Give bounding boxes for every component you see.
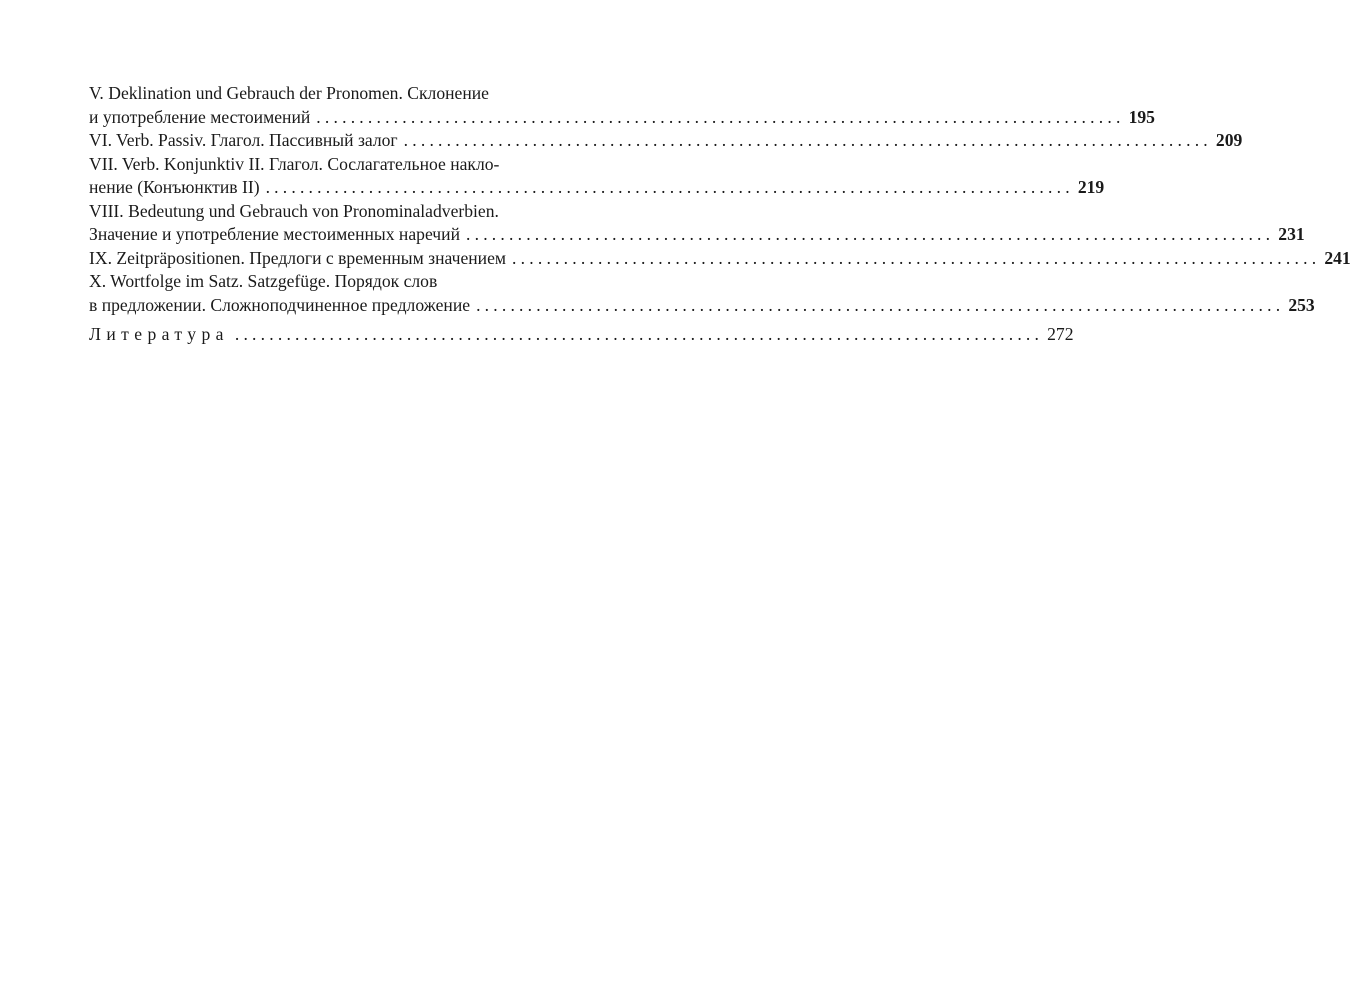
toc-entry-last-line	[89, 106, 1155, 130]
toc-entry-literature[interactable]	[89, 323, 1074, 347]
toc-entry-last-line	[89, 247, 1351, 271]
toc-entry-title: VI. Verb. Passiv. Глагол. Пассивный залог	[89, 130, 398, 150]
toc-entry-title-end: в предложении. Сложноподчиненное предложение	[89, 294, 471, 315]
toc-entry-title: IX. Zeitpräpositionen. Предлоги с временным значением	[89, 247, 507, 268]
toc-entry-title-line: V. Deklination und Gebrauch der Pronomen. Склонение	[89, 83, 489, 103]
toc-entry-vi[interactable]	[89, 129, 1243, 153]
toc-entry-v[interactable]	[89, 82, 1155, 129]
toc-entry-vii[interactable]	[89, 153, 1105, 200]
page-number: 231	[1278, 224, 1305, 244]
toc-entry-last-line	[89, 323, 1074, 347]
toc-entry-title-line: VIII. Bedeutung und Gebrauch von Pronominaladverbien.	[89, 200, 499, 221]
page-number: 272	[1047, 324, 1074, 344]
toc-entry-title-line: VII. Verb. Konjunktiv II. Глагол. Сослагательное накло-	[89, 153, 500, 174]
toc-entry-title-line: X. Wortfolge im Satz. Satzgefüge. Порядок слов	[89, 271, 438, 291]
page-number: 219	[1077, 177, 1105, 197]
toc-entry-last-line	[89, 294, 1315, 318]
toc-entry-title-end: Значение и употребление местоименных наречий	[89, 224, 460, 244]
leader-dots: ..............................................................................................	[476, 294, 1285, 315]
page-number: 209	[1215, 130, 1243, 150]
toc-entry-last-line	[89, 129, 1243, 153]
leader-dots: ..............................................................................................	[512, 247, 1321, 268]
toc-entry-ix[interactable]	[89, 247, 1351, 271]
page-number: 195	[1128, 106, 1155, 127]
toc-entry-title: Литература	[89, 324, 229, 344]
leader-dots: ..............................................................................................	[316, 106, 1125, 127]
leader-dots: ..............................................................................................	[265, 177, 1074, 197]
page-number: 241	[1324, 247, 1351, 268]
toc-entry-x[interactable]	[89, 270, 1315, 317]
toc-entry-title-end: нение (Конъюнктив II)	[89, 177, 260, 197]
toc-entry-last-line	[89, 223, 1305, 247]
table-of-contents	[89, 82, 1351, 347]
toc-entry-title-end: и употребление местоимений	[89, 106, 311, 127]
page-number: 253	[1288, 294, 1315, 315]
toc-entry-last-line	[89, 176, 1105, 200]
leader-dots: ..............................................................................................	[466, 224, 1275, 244]
toc-entry-viii[interactable]	[89, 200, 1305, 247]
leader-dots: ..............................................................................................	[234, 324, 1044, 344]
leader-dots: ..............................................................................................	[403, 130, 1212, 150]
